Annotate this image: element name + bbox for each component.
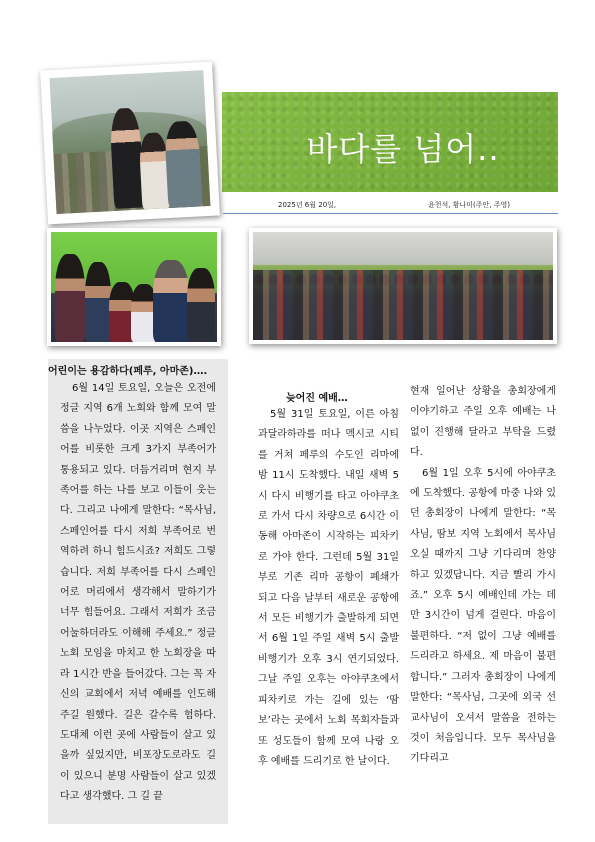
- photo-person: [153, 260, 189, 342]
- church-photo: [249, 228, 557, 344]
- section-2-heading: 늦어진 예배…: [286, 393, 348, 404]
- photo-person: [187, 268, 215, 342]
- page-title: 바다를 넘어..: [306, 130, 500, 168]
- photo-person: [85, 262, 111, 342]
- section-1-text: [60, 379, 216, 808]
- section-2-body: 5월 31일 토요일, 이른 아침 과달라하라를 떠나 멕시코 시티를 거쳐 페루의 수도인 리마에 밤 11시 도착했다. 내일 새벽 5시 다시 비행기를 타고 아야쿠초로 가서 다시 차량으로 6시간 이동해 아마존이 시작하는 피차키로 가야 한다. 그런데 5월 31일부로 기존 리마 공항이 폐쇄가 되고 다음 날부터 새로운 공항에서 모든 비행기가 출발하게 되면서 6월 1일 주일 새벽 5시 출발 비행기가 오후 3시 연기되었다. 그날 주일 오후는 아야쿠초에서 피차키로 가는 길에 있는 ‘땀보’라는 곳에서 노회 목회자들과 또 성도들이 함께 모여 나랑 오후 예배를 드리기로 한 날이다.: [258, 409, 399, 767]
- header-rule: [223, 213, 558, 214]
- family-photo-image: [49, 70, 210, 214]
- authors-label: 윤천석, 황나미(주안, 주영): [428, 201, 510, 209]
- section-3-body-1: 현재 일어난 상황을 총회장에게 이야기하고 주일 오후 예배는 나 없이 진행해 달라고 부탁을 드렸다.: [410, 386, 556, 459]
- photo-crowd: [253, 270, 553, 340]
- section-3-text: [410, 382, 556, 770]
- date-label: 2025년 6월 20일,: [278, 201, 337, 209]
- section-3-body-2: 6월 1일 오후 5시에 아야쿠초에 도착했다. 공항에 마중 나와 있던 총회장이 나에게 말한다: “목사님, 땀보 지역 노회에서 목사님 오실 때까지 그냥 기다리며 찬양하고 있겠답니다. 지금 빨리 가시죠.” 오후 5시 예배인데 가는 데만 3시간이 넘게 걸린다. 마음이 불편하다. “저 없이 그냥 예배를 드리라고 하세요. 제 마음이 불편합니다.” 그러자 총회장이 나에게 말한다: “목사님, 그곳에 외국 선교사님이 오셔서 말씀을 전하는 것이 처음입니다. 모두 목사님을 기다리고: [410, 467, 556, 765]
- kids-photo: [47, 228, 221, 346]
- family-photo: [40, 62, 220, 225]
- section-2-text: [258, 405, 399, 772]
- church-photo-image: [253, 232, 553, 340]
- photo-person: [55, 254, 85, 342]
- section-1-heading: 어린이는 용감하다(페루, 아마존)….: [48, 366, 208, 377]
- section-1-body: 6월 14일 토요일, 오늘은 오전에 정글 지역 6개 노회와 함께 모여 말씀을 나누었다. 이곳 지역은 스페인어를 비롯한 크게 3가지 부족어가 통용되고 있다. 더듬거리며 현지 부족어를 하는 나를 보고 이들이 웃는다. 그리고 나에게 말한다: “목사님, 스페인어를 다시 저희 부족어로 번역하려 하니 힘드시죠? 저희도 그렇습니다. 저희 부족어를 다시 스페인어로 머리에서 생각해서 말하기가 너무 힘들어요. 그래서 저희가 조금 어눌하더라도 이해해 주세요.” 정글 노회 모임을 마치고 한 노회장을 따라 1시간 반을 들어갔다. 그는 꼭 자신의 교회에서 저녁 예배를 인도해 주길 원했다. 길은 갈수록 험하다. 도대체 이런 곳에 사람들이 살고 있을까 싶었지만, 비포장도로라도 길이 있으니 분명 사람들이 살고 있겠다고 생각했다. 그 길 끝: [60, 383, 216, 803]
- kids-photo-image: [51, 232, 217, 342]
